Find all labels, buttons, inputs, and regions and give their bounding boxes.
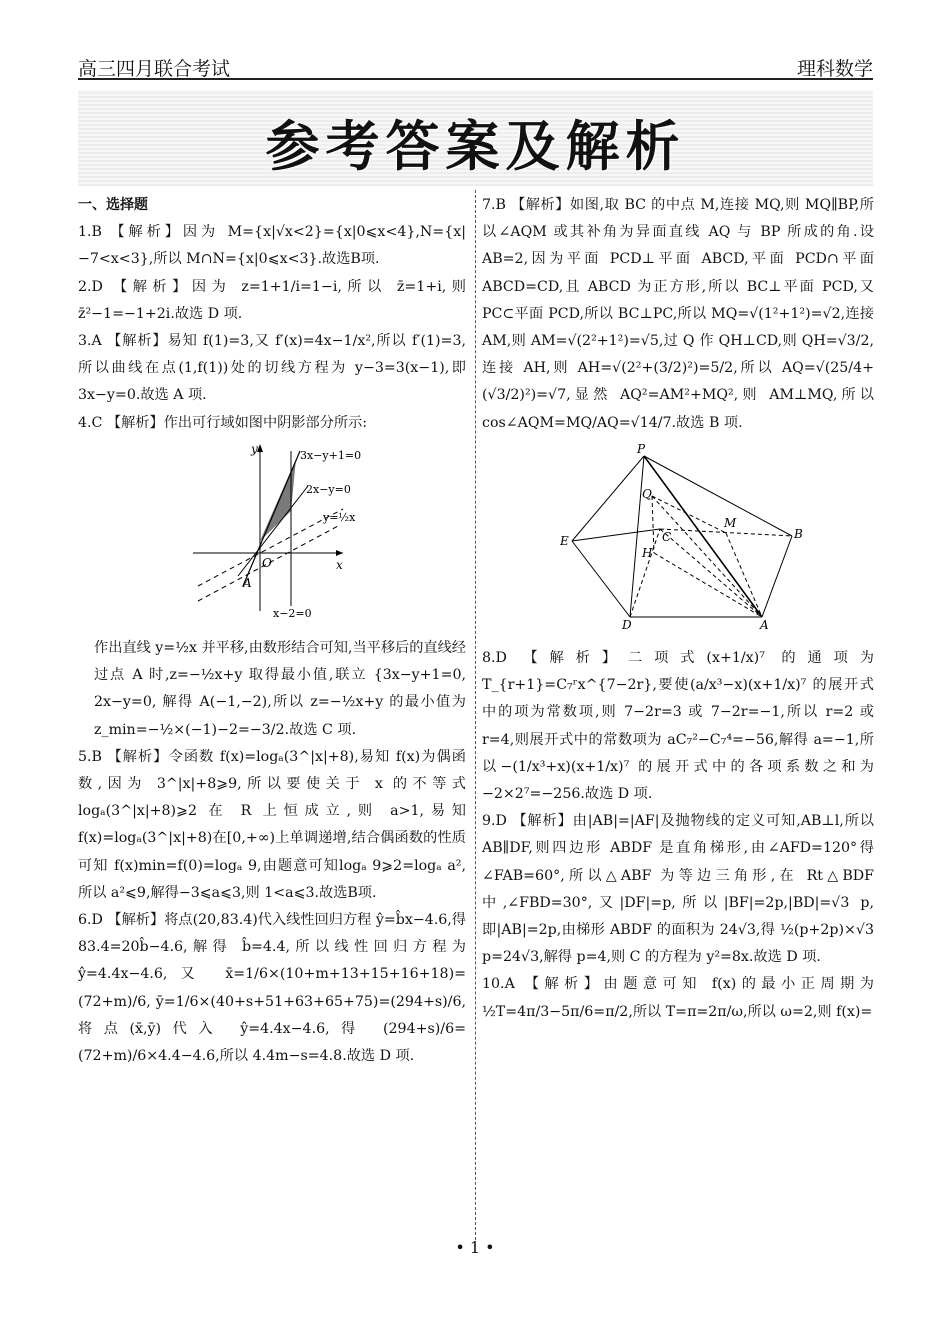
point-q-label: Q — [642, 486, 652, 501]
vertex-a-label: A — [760, 617, 769, 631]
subject: 理科数学 — [796, 58, 873, 80]
answer-1: 1.B 【解析】因为 M={x|√x<2}={x|0⩽x<4},N={x|−7<x<3},所以 M∩N={x|0⩽x<3}.故选B项. — [78, 224, 466, 268]
answer-4-cont: 作出直线 y=½x 并平移,由数形结合可知,当平移后的直线经过点 A 时,z=−½x+y 取得最小值,联立 {3x−y+1=0, 2x−y=0, 解得 A(−1,−2),所以 z=−½x+y 的最小值为 z_min=−½×(−1)−2=−3/2.故选 C 项. — [94, 640, 466, 738]
point-a-label: A — [243, 575, 252, 590]
line-label-4: x−2=0 — [273, 606, 312, 620]
exam-title: 高三四月联合考试 — [78, 58, 231, 80]
line-label-1: 3x−y+1=0 — [300, 448, 362, 462]
answer-3: 3.A 【解析】易知 f(1)=3,又 f′(x)=4x−1/x²,所以 f′(1)=3,所以曲线在点(1,f(1))处的切线方程为 y−3=3(x−1),即 3x−y=0.故选 A 项. — [78, 333, 466, 404]
left-column — [78, 192, 466, 1070]
banner-title: 参考答案及解析 — [265, 115, 686, 178]
point-e-label: E — [560, 533, 569, 548]
feasible-region-figure — [78, 441, 466, 631]
line-label-2: 2x−y=0 — [306, 482, 351, 496]
answer-10: 10.A 【解析】由题意可知 f(x)的最小正周期为 ½T=4π/3−5π/6=π/2,所以 T=π=2π/ω,所以 ω=2,则 f(x)= — [482, 976, 874, 1020]
answer-6: 6.D 【解析】将点(20,83.4)代入线性回归方程 ŷ=b̂x−4.6,得 83.4=20b̂−4.6,解得 b̂=4.4,所以线性回归方程为 ŷ=4.4x−4.6,又 x̄=1/6×(10+m+13+15+16+18)=(72+m)/6, ȳ=1/6×(40+s+51+63+65+75)=(294+s)/6,将点(x̄,ȳ)代入 ŷ=4.4x−4.6,得 (294+s)/6=(72+m)/6×4.4−4.6,所以 4.4m−s=4.8.故选 D 项. — [78, 912, 466, 1065]
column-divider — [475, 190, 476, 1240]
x-axis-label: x — [336, 557, 343, 572]
right-column — [482, 192, 874, 1026]
origin-label: O — [262, 555, 272, 570]
answer-2: 2.D 【解析】因为 z=1+1/i=1−i,所以 z̄=1+i,则z̄²−1=−1+2i.故选 D 项. — [78, 278, 466, 322]
title-banner — [78, 90, 873, 186]
point-m-label: M — [724, 515, 737, 530]
point-h-label: H — [642, 545, 653, 560]
answer-9: 9.D 【解析】由|AB|=|AF|及抛物线的定义可知,AB⊥l,所以 AB∥DF,则四边形 ABDF 是直角梯形,由∠AFD=120°得∠FAB=60°,所以△ABF 为等边三角形,在 Rt△BDF 中,∠FBD=30°,又|DF|=p,所以|BF|=2p,|BD|=√3 p,即|AB|=2p,由梯形 ABDF 的面积为 24√3,得 ½(p+2p)×√3 p=24√3,解得 p=4,则 C 的方程为 y²=8x.故选 D 项. — [482, 813, 874, 966]
page-header — [78, 52, 873, 80]
answer-4: 4.C 【解析】作出可行域如图中阴影部分所示: — [78, 414, 368, 431]
line-label-3: y=½x — [323, 510, 356, 524]
pyramid-figure — [482, 441, 874, 641]
answer-5: 5.B 【解析】令函数 f(x)=logₐ(3^|x|+8),易知 f(x)为偶函数,因为 3^|x|+8⩾9,所以要使关于 x 的不等式 logₐ(3^|x|+8)⩾2 在 R 上恒成立,则 a>1,易知 f(x)=logₐ(3^|x|+8)在[0,+∞)上单调递增,结合偶函数的性质可知 f(x)min=f(0)=logₐ 9,由题意可知logₐ 9⩾2=logₐ a²,所以 a²⩽9,解得−3⩽a⩽3,则 1<a⩽3.故选B项. — [78, 748, 466, 901]
answer-8: 8.D 【解析】二项式(x+1/x)⁷ 的通项为 T_{r+1}=C₇ʳx^{7−2r},要使(a/x³−x)(x+1/x)⁷ 的展开式中的项为常数项,则 7−2r=3 或 7−2r=−1,所以 r=2 或 r=4,则展开式中的常数项为 aC₇²−C₇⁴=−56,解得 a=−1,所以−(1/x³+x)(x+1/x)⁷ 的展开式中的各项系数之和为−2×2⁷=−256.故选 D 项. — [482, 650, 874, 803]
vertex-d-label: D — [622, 617, 632, 631]
vertex-b-label: B — [794, 526, 803, 541]
y-axis-label: y — [251, 441, 258, 456]
section-heading: 一、选择题 — [78, 197, 148, 213]
page-number: • 1 • — [455, 1238, 495, 1257]
answer-7: 7.B 【解析】如图,取 BC 的中点 M,连接 MQ,则 MQ∥BP,所以∠AQM 或其补角为异面直线 AQ 与 BP 所成的角.设 AB=2,因为平面 PCD⊥平面 ABCD,平面 PCD∩平面 ABCD=CD,且 ABCD 为正方形,所以 BC⊥平面 PCD,又 PC⊂平面 PCD,所以 BC⊥PC,所以 MQ=√(1²+1²)=√2,连接 AM,则 AM=√(2²+1²)=√5,过 Q 作 QH⊥CD,则 QH=√3/2,连接 AH,则 AH=√(2²+(3/2)²)=5/2,所以 AQ=√(25/4+(√3/2)²)=√7,显然 AQ²=AM²+MQ²,则 AM⊥MQ,所以 cos∠AQM=MQ/AQ=√14/7.故选 B 项. — [482, 197, 874, 431]
vertex-c-label: C — [662, 529, 672, 544]
vertex-p-label: P — [637, 441, 646, 456]
